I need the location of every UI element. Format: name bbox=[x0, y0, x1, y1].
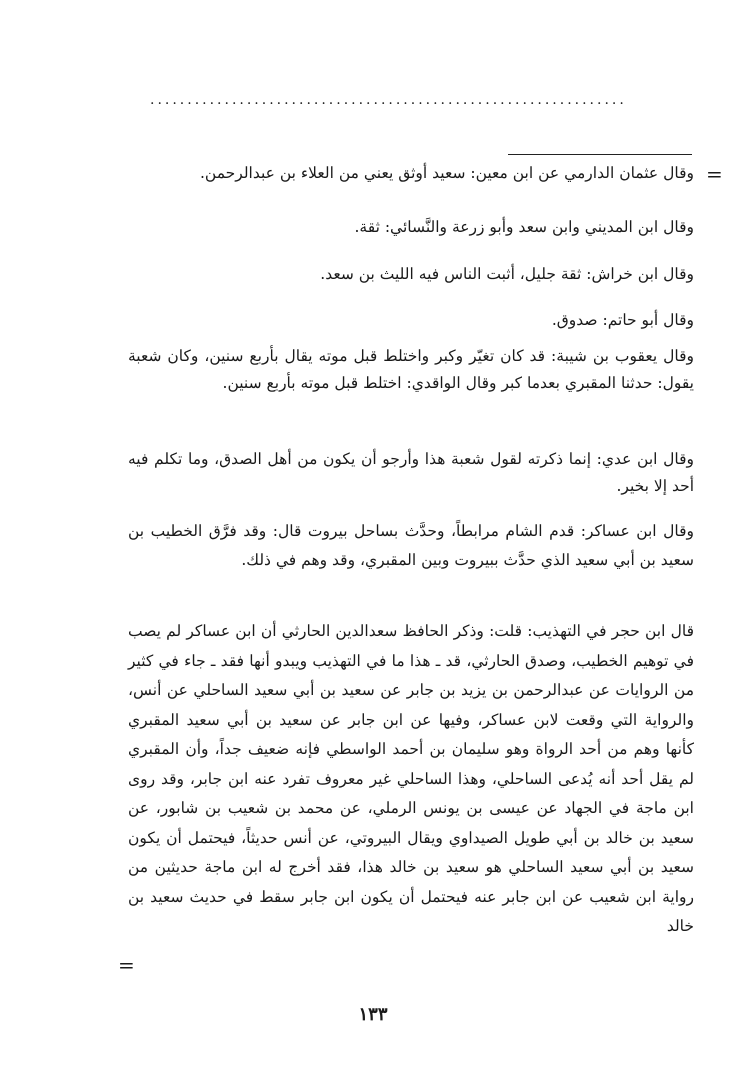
footnote-paragraph-ibn-asakir: وقال ابن عساكر: قدم الشام مرابطاً، وحدَّث بساحل بيروت قال: وقد فرَّق الخطيب بن سعيد بن أبي سعيد الذي حدَّث ببيروت وبين المقبري، وقد وهم في ذلك. bbox=[128, 522, 694, 569]
page-number: ١٣٣ bbox=[358, 1004, 388, 1025]
footnote-paragraph-madini: وقال ابن المديني وابن سعد وأبو زرعة والنَّسائي: ثقة. bbox=[354, 218, 694, 236]
footnote-continuation-marker-top: = bbox=[706, 162, 723, 186]
header-dotted-line: ................................................................ bbox=[150, 92, 627, 108]
footnote-continuation-marker-bottom: = bbox=[118, 953, 135, 977]
footnote-paragraph-abu-hatim: وقال أبو حاتم: صدوق. bbox=[551, 311, 694, 329]
footnote-paragraph-ibn-hajar: قال ابن حجر في التهذيب: قلت: وذكر الحافظ سعدالدين الحارثي أن ابن عساكر لم يصب في توهيم الخطيب، وصدق الحارثي، قد ـ هذا ما في التهذيب ويبدو أنها فقد ـ جاء في كثير من الروايات عن عبدالرحمن بن يزيد بن جابر عن سعيد بن أبي سعيد الساحلي عن أنس، والرواية التي وقعت لابن عساكر، وفيها عن ابن جابر عن سعيد بن أبي سعيد المقبري كأنها وهم من أحد الرواة وهو سليمان بن أحمد الواسطي فإنه ضعيف جداً، وأن المقبري لم يقل أحد أنه يُدعى الساحلي، وهذا الساحلي غير معروف تفرد عنه ابن جابر، وقد روى ابن ماجة في الجهاد عن عيسى بن يونس الرملي، عن محمد بن شعيب بن شابور، عن سعيد بن خالد بن أبي طويل الصيداوي ويقال البيروتي، عن أنس حديثاً، فيحتمل أن يكون سعيد بن أبي سعيد الساحلي هو سعيد بن خالد هذا، فقد أخرج له ابن ماجة حديثين من رواية ابن شعيب عن ابن جابر عنه فيحتمل أن يكون ابن جابر سقط في حديث سعيد بن خالد bbox=[128, 622, 694, 935]
footnote-paragraph-yaqub: وقال يعقوب بن شيبة: قد كان تغيّر وكبر واختلط قبل موته يقال بأربع سنين، وكان شعبة يقول: حدثنا المقبري بعدما كبر وقال الواقدي: اختلط قبل موته بأربع سنين. bbox=[128, 347, 694, 392]
footnote-paragraph-khirash: وقال ابن خراش: ثقة جليل، أثبت الناس فيه الليث بن سعد. bbox=[320, 265, 694, 283]
footnote-paragraph-darimi: وقال عثمان الدارمي عن ابن معين: سعيد أوثق يعني من العلاء بن عبدالرحمن. bbox=[200, 164, 694, 182]
footnote-separator-rule bbox=[508, 154, 692, 155]
footnote-paragraph-ibn-adi: وقال ابن عدي: إنما ذكرته لقول شعبة هذا وأرجو أن يكون من أهل الصدق، وما تكلم فيه أحد إلا بخير. bbox=[128, 450, 694, 495]
